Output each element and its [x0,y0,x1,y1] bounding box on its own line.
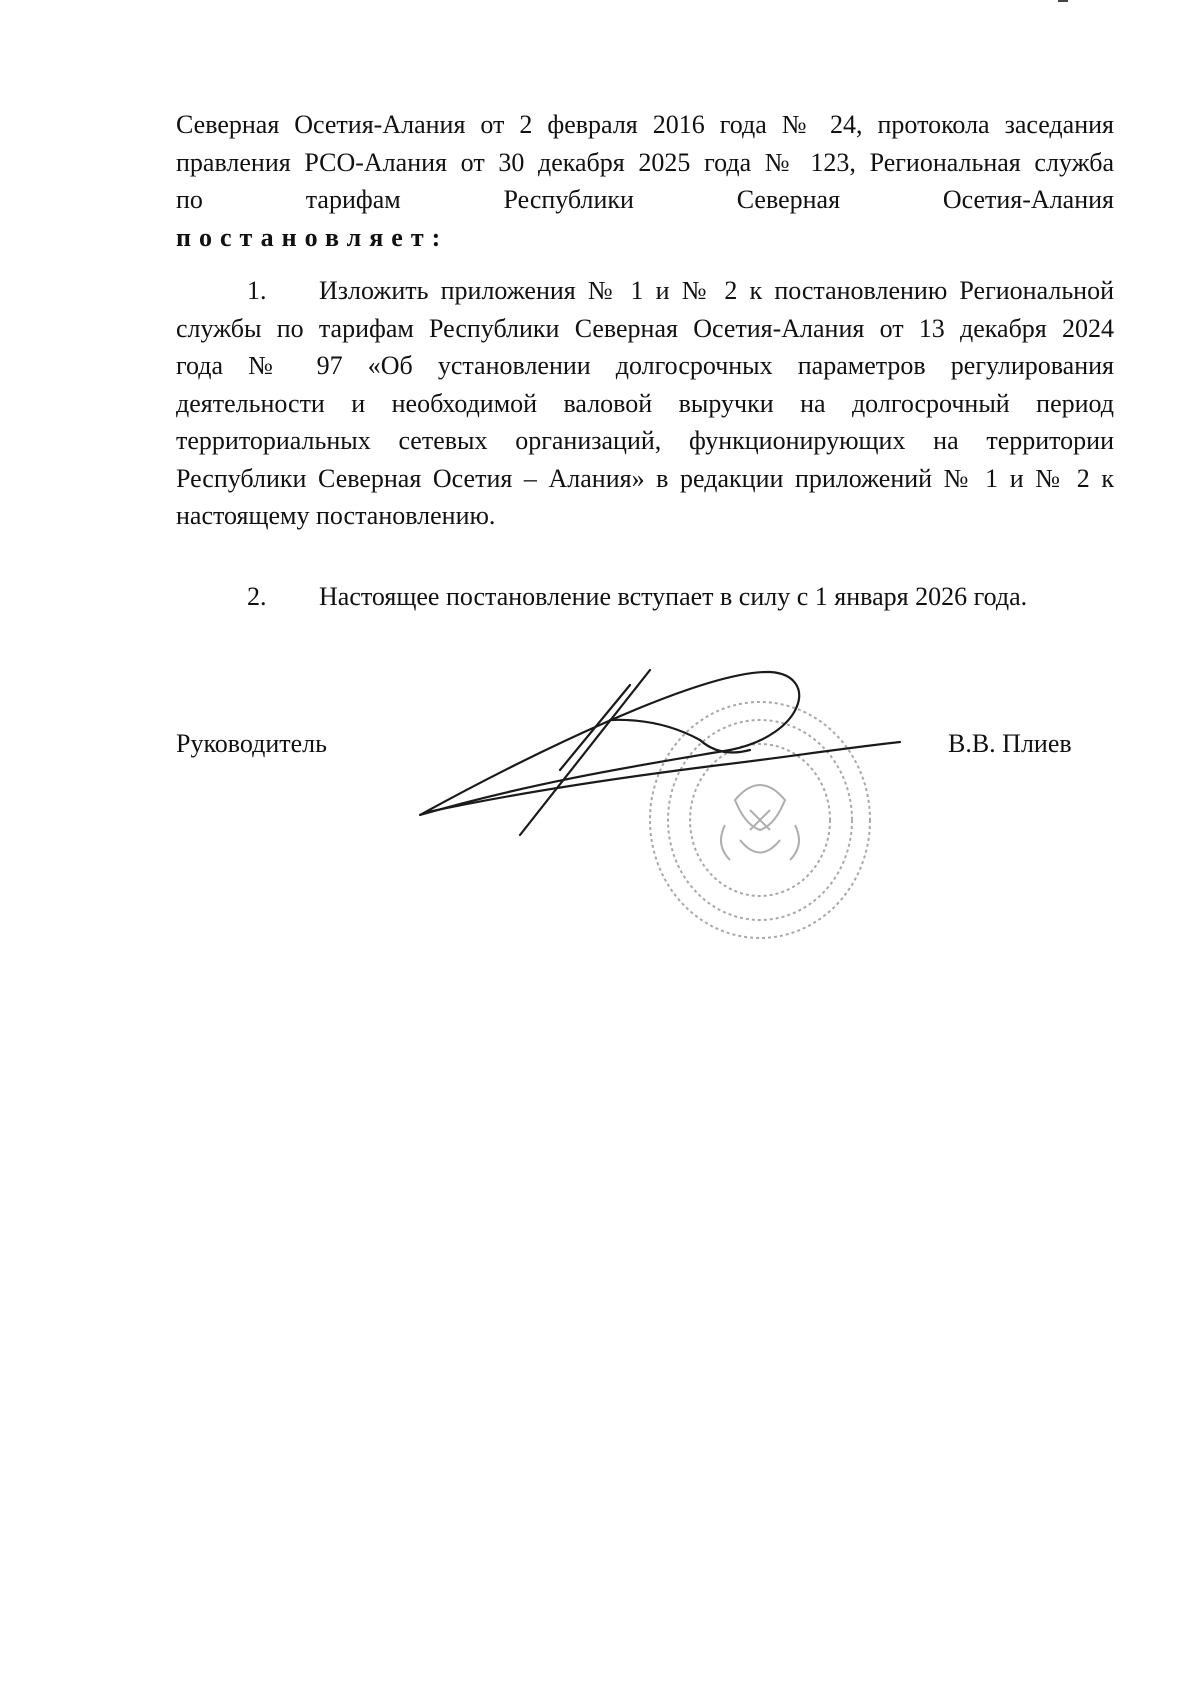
item-2-number: 2. [247,582,267,611]
item-1-number: 1. [247,276,267,305]
item-1-line-2: службы по тарифам Республики Северная Осетия-Алания от 13 декабря 2024 [176,313,1114,343]
item-1-line-6: Республики Северная Осетия – Алания» в редакции приложений № 1 и № 2 к [176,463,1114,493]
intro-line-1: Северная Осетия-Алания от 2 февраля 2016 года № 24, протокола заседания [176,110,1114,139]
handwritten-signature [400,650,920,950]
item-1-line-4: деятельности и необходимой валовой выручки на долгосрочный период [176,388,1114,418]
item-1-line-7: настоящему постановлению. [176,501,496,530]
resolves-heading: постановляет: [176,222,449,252]
item-1-line-3: года № 97 «Об установлении долгосрочных параметров регулирования [176,351,1114,380]
intro-line-2: правления РСО-Алания от 30 декабря 2025 года № 123, Региональная служба [176,147,1114,177]
item-1 [176,272,1114,535]
item-2 [176,578,1114,616]
intro-line-3: по тарифам Республики Северная Осетия-Алания [176,185,1114,214]
main-text [176,106,1114,535]
item-1-line-1: Изложить приложения № 1 и № 2 к постановлению Региональной [319,276,1114,305]
item-2-text: Настоящее постановление вступает в силу с 1 января 2026 года. [319,582,1028,611]
signatory-name: В.В. Плиев [948,729,1072,758]
item-1-line-5: территориальных сетевых организаций, функционирующих на территории [176,426,1114,455]
scan-corner-mark [1058,0,1068,2]
signatory-title: Руководитель [176,729,327,758]
